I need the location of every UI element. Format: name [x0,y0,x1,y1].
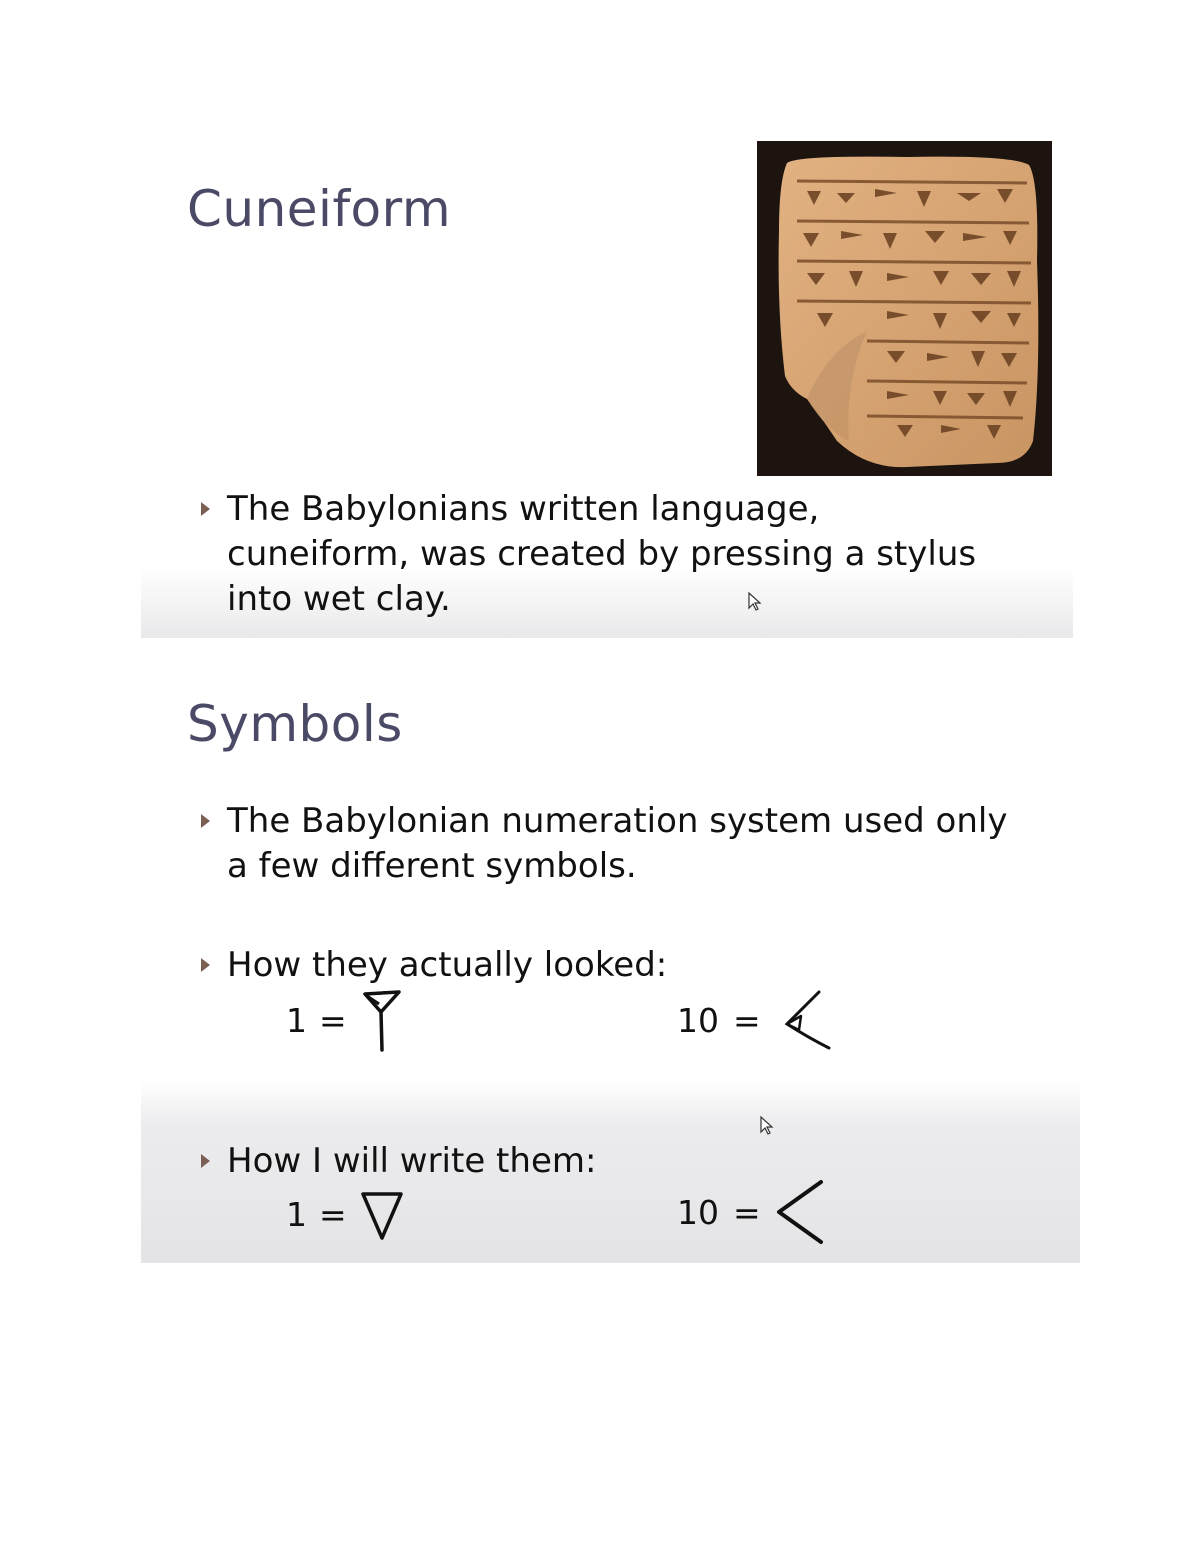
bullet-arrow-icon [201,1154,210,1168]
slide-cuneiform [141,130,1073,638]
bullet-how-i-write [201,1139,1061,1184]
actual-ten-equation [677,988,835,1052]
equals-sign: = [733,1000,761,1040]
mine-ten-equation [677,1178,829,1246]
slide-symbols [141,660,1080,1263]
bullet-arrow-icon [201,958,210,972]
slide-title: Cuneiform [187,180,452,238]
actual-one-equation [286,988,405,1052]
bullet-arrow-icon [201,814,210,828]
number-ten: 10 [677,1192,719,1232]
bullet-text: How they actually looked: [227,945,668,985]
bullet-text: How I will write them: [227,1141,597,1181]
bullet-cuneiform [201,487,1061,622]
wedge-one-icon [359,988,405,1052]
number-one: 1 [286,1000,307,1040]
mine-one-equation [286,1186,405,1242]
bullet-arrow-icon [201,502,210,516]
bullet-text: The Babylonians written language, cuneiform, was created by pressing a stylus into wet clay. [227,489,977,619]
bullet-actual-looks [201,943,1061,988]
bullet-text: The Babylonian numeration system used only a few different symbols. [227,801,1008,886]
triangle-one-icon [359,1186,405,1242]
cuneiform-tablet-image [757,141,1052,476]
mouse-pointer-icon [748,592,762,612]
bullet-numeration-system [201,799,1061,889]
mouse-pointer-icon [760,1116,774,1136]
less-than-ten-icon [773,1178,829,1246]
clay-tablet-icon [757,141,1052,476]
number-ten: 10 [677,1000,719,1040]
equals-sign: = [319,1194,347,1234]
number-one: 1 [286,1194,307,1234]
equals-sign: = [733,1192,761,1232]
equals-sign: = [319,1000,347,1040]
slide-title: Symbols [187,695,403,753]
angle-ten-icon [779,988,835,1052]
